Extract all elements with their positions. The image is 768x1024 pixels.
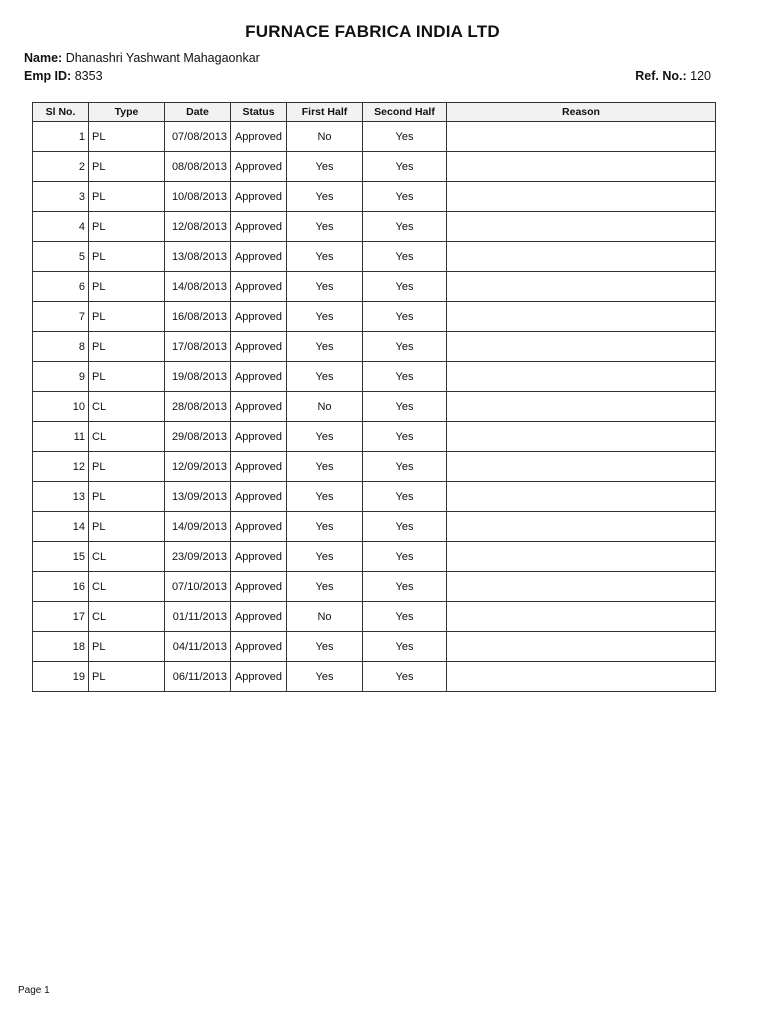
cell-status: Approved [231, 212, 287, 242]
cell-status: Approved [231, 272, 287, 302]
cell-first-half: Yes [287, 542, 363, 572]
cell-date: 07/10/2013 [165, 572, 231, 602]
cell-date: 06/11/2013 [165, 662, 231, 692]
cell-type: PL [89, 332, 165, 362]
cell-second-half: Yes [363, 602, 447, 632]
cell-sl-no: 12 [33, 452, 89, 482]
table-row [33, 632, 716, 662]
cell-second-half: Yes [363, 632, 447, 662]
cell-type: PL [89, 122, 165, 152]
cell-sl-no: 4 [33, 212, 89, 242]
cell-reason [447, 572, 716, 602]
cell-sl-no: 5 [33, 242, 89, 272]
cell-date: 16/08/2013 [165, 302, 231, 332]
cell-reason [447, 302, 716, 332]
cell-first-half: No [287, 392, 363, 422]
cell-first-half: Yes [287, 362, 363, 392]
cell-date: 04/11/2013 [165, 632, 231, 662]
cell-reason [447, 272, 716, 302]
cell-reason [447, 242, 716, 272]
cell-first-half: Yes [287, 482, 363, 512]
cell-reason [447, 182, 716, 212]
cell-type: PL [89, 452, 165, 482]
cell-reason [447, 422, 716, 452]
cell-status: Approved [231, 122, 287, 152]
cell-first-half: Yes [287, 512, 363, 542]
cell-status: Approved [231, 242, 287, 272]
table-row [33, 512, 716, 542]
table-row [33, 272, 716, 302]
cell-sl-no: 6 [33, 272, 89, 302]
header-second-half: Second Half [363, 103, 447, 122]
cell-status: Approved [231, 512, 287, 542]
cell-date: 23/09/2013 [165, 542, 231, 572]
cell-status: Approved [231, 632, 287, 662]
cell-status: Approved [231, 452, 287, 482]
cell-reason [447, 602, 716, 632]
cell-reason [447, 152, 716, 182]
cell-date: 01/11/2013 [165, 602, 231, 632]
cell-date: 10/08/2013 [165, 182, 231, 212]
name-label: Name: [24, 51, 63, 65]
cell-type: PL [89, 482, 165, 512]
cell-reason [447, 122, 716, 152]
cell-sl-no: 15 [33, 542, 89, 572]
cell-type: CL [89, 392, 165, 422]
cell-sl-no: 8 [33, 332, 89, 362]
table-row [33, 662, 716, 692]
cell-type: PL [89, 302, 165, 332]
cell-reason [447, 452, 716, 482]
cell-sl-no: 19 [33, 662, 89, 692]
cell-second-half: Yes [363, 392, 447, 422]
cell-status: Approved [231, 392, 287, 422]
cell-reason [447, 542, 716, 572]
cell-type: CL [89, 602, 165, 632]
cell-status: Approved [231, 152, 287, 182]
table-row [33, 242, 716, 272]
cell-status: Approved [231, 332, 287, 362]
cell-status: Approved [231, 542, 287, 572]
table-header-row [33, 103, 716, 122]
cell-second-half: Yes [363, 242, 447, 272]
table-body [33, 122, 716, 692]
cell-date: 12/09/2013 [165, 452, 231, 482]
cell-date: 28/08/2013 [165, 392, 231, 422]
cell-second-half: Yes [363, 482, 447, 512]
cell-sl-no: 17 [33, 602, 89, 632]
cell-type: PL [89, 242, 165, 272]
table-row [33, 482, 716, 512]
cell-first-half: Yes [287, 302, 363, 332]
cell-reason [447, 662, 716, 692]
cell-second-half: Yes [363, 302, 447, 332]
cell-type: PL [89, 662, 165, 692]
cell-reason [447, 632, 716, 662]
cell-second-half: Yes [363, 332, 447, 362]
name-value: Dhanashri Yashwant Mahagaonkar [65, 51, 260, 65]
cell-date: 14/08/2013 [165, 272, 231, 302]
cell-type: PL [89, 362, 165, 392]
cell-date: 17/08/2013 [165, 332, 231, 362]
table-row [33, 302, 716, 332]
header-reason: Reason [447, 103, 716, 122]
header-type: Type [89, 103, 165, 122]
cell-first-half: Yes [287, 332, 363, 362]
cell-first-half: Yes [287, 182, 363, 212]
cell-sl-no: 2 [33, 152, 89, 182]
cell-second-half: Yes [363, 152, 447, 182]
cell-type: PL [89, 632, 165, 662]
cell-status: Approved [231, 482, 287, 512]
cell-second-half: Yes [363, 212, 447, 242]
cell-sl-no: 14 [33, 512, 89, 542]
cell-type: PL [89, 272, 165, 302]
leave-table [32, 102, 716, 692]
cell-status: Approved [231, 662, 287, 692]
employee-id-line [24, 69, 103, 83]
cell-reason [447, 392, 716, 422]
emp-id-label: Emp ID: [24, 69, 72, 83]
table-row [33, 452, 716, 482]
cell-reason [447, 482, 716, 512]
cell-reason [447, 332, 716, 362]
cell-type: PL [89, 152, 165, 182]
cell-status: Approved [231, 182, 287, 212]
cell-reason [447, 212, 716, 242]
document-title: FURNACE FABRICA INDIA LTD [245, 22, 500, 41]
cell-sl-no: 1 [33, 122, 89, 152]
cell-date: 07/08/2013 [165, 122, 231, 152]
table-row [33, 332, 716, 362]
cell-second-half: Yes [363, 542, 447, 572]
cell-first-half: Yes [287, 212, 363, 242]
table-row [33, 212, 716, 242]
cell-sl-no: 7 [33, 302, 89, 332]
table-row [33, 572, 716, 602]
table-row [33, 542, 716, 572]
cell-second-half: Yes [363, 452, 447, 482]
cell-date: 14/09/2013 [165, 512, 231, 542]
cell-sl-no: 10 [33, 392, 89, 422]
cell-reason [447, 362, 716, 392]
employee-name-line [24, 51, 260, 65]
cell-date: 29/08/2013 [165, 422, 231, 452]
cell-second-half: Yes [363, 512, 447, 542]
cell-type: PL [89, 212, 165, 242]
cell-date: 19/08/2013 [165, 362, 231, 392]
cell-status: Approved [231, 572, 287, 602]
ref-value: 120 [690, 69, 711, 83]
table-row [33, 122, 716, 152]
cell-second-half: Yes [363, 662, 447, 692]
cell-type: PL [89, 182, 165, 212]
cell-sl-no: 11 [33, 422, 89, 452]
table-row [33, 602, 716, 632]
cell-second-half: Yes [363, 272, 447, 302]
cell-date: 13/09/2013 [165, 482, 231, 512]
cell-second-half: Yes [363, 572, 447, 602]
table-row [33, 362, 716, 392]
cell-first-half: No [287, 122, 363, 152]
table-row [33, 392, 716, 422]
cell-second-half: Yes [363, 182, 447, 212]
header-sl-no: Sl No. [33, 103, 89, 122]
cell-sl-no: 9 [33, 362, 89, 392]
cell-type: PL [89, 512, 165, 542]
cell-first-half: Yes [287, 632, 363, 662]
cell-first-half: Yes [287, 452, 363, 482]
cell-first-half: Yes [287, 572, 363, 602]
cell-reason [447, 512, 716, 542]
cell-status: Approved [231, 302, 287, 332]
cell-date: 08/08/2013 [165, 152, 231, 182]
table-row [33, 422, 716, 452]
cell-sl-no: 18 [33, 632, 89, 662]
cell-date: 12/08/2013 [165, 212, 231, 242]
cell-sl-no: 16 [33, 572, 89, 602]
page-number: Page 1 [18, 985, 50, 996]
ref-label: Ref. No.: [635, 69, 687, 83]
cell-first-half: No [287, 602, 363, 632]
cell-type: CL [89, 422, 165, 452]
cell-second-half: Yes [363, 362, 447, 392]
cell-status: Approved [231, 602, 287, 632]
cell-sl-no: 3 [33, 182, 89, 212]
cell-first-half: Yes [287, 662, 363, 692]
cell-status: Approved [231, 362, 287, 392]
cell-second-half: Yes [363, 122, 447, 152]
cell-first-half: Yes [287, 422, 363, 452]
cell-type: CL [89, 572, 165, 602]
cell-sl-no: 13 [33, 482, 89, 512]
cell-type: CL [89, 542, 165, 572]
cell-date: 13/08/2013 [165, 242, 231, 272]
header-first-half: First Half [287, 103, 363, 122]
reference-number-line [635, 69, 711, 83]
table-row [33, 152, 716, 182]
cell-second-half: Yes [363, 422, 447, 452]
cell-first-half: Yes [287, 152, 363, 182]
header-status: Status [231, 103, 287, 122]
emp-id-value: 8353 [74, 69, 103, 83]
cell-first-half: Yes [287, 242, 363, 272]
header-date: Date [165, 103, 231, 122]
table-row [33, 182, 716, 212]
cell-status: Approved [231, 422, 287, 452]
cell-first-half: Yes [287, 272, 363, 302]
